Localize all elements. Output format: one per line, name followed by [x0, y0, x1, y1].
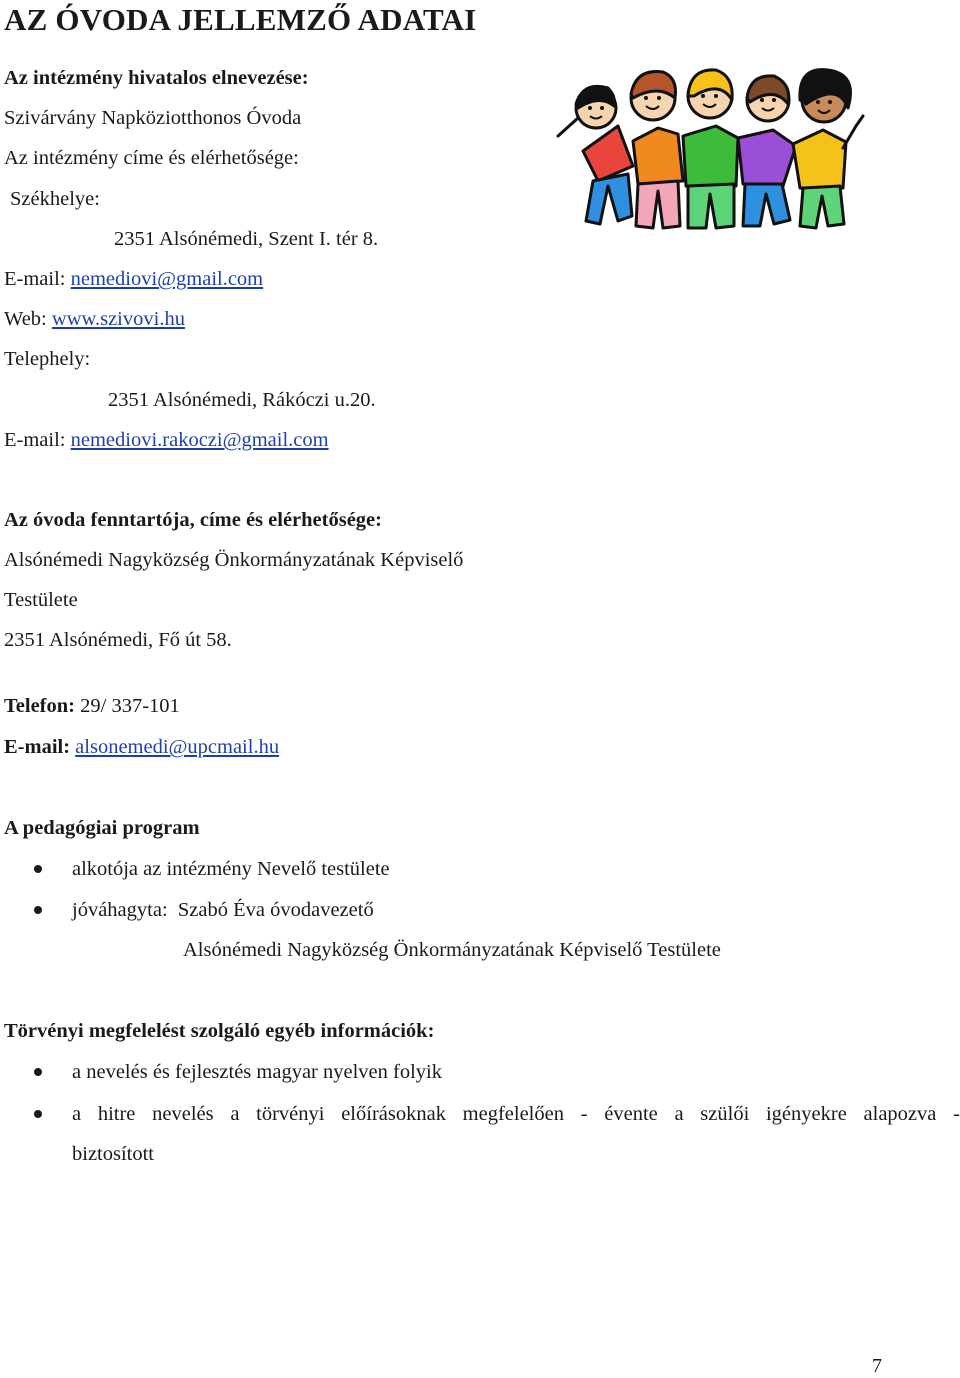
program-item-2-cont: Alsónémedi Nagyközség Önkormányzatának Képviselő Testülete: [183, 939, 721, 961]
maintainer-name-line2: Testülete: [4, 589, 78, 611]
maintainer-email-label: E-mail:: [4, 736, 71, 758]
legal-item-1: a nevelés és fejlesztés magyar nyelven folyik: [72, 1061, 442, 1083]
seat-address: 2351 Alsónémedi, Szent I. tér 8.: [114, 228, 379, 250]
maintainer-address: 2351 Alsónémedi, Fő út 58.: [4, 629, 232, 651]
legal-item-2-cont: biztosított: [72, 1143, 154, 1165]
site-email-row: [4, 428, 329, 452]
maintainer-heading: Az óvoda fenntartója, címe és elérhetősége:: [4, 509, 382, 531]
children-group-icon: [538, 56, 868, 236]
maintainer-name-line1: Alsónémedi Nagyközség Önkormányzatának Képviselő: [4, 549, 464, 571]
site-address: 2351 Alsónémedi, Rákóczi u.20.: [108, 389, 376, 411]
seat-email-link[interactable]: nemediovi@gmail.com: [70, 268, 264, 290]
seat-email-label: E-mail:: [4, 268, 66, 290]
phone-value: 29/ 337-101: [80, 695, 180, 717]
approved-label: jóváhagyta:: [72, 899, 168, 921]
program-item-2: [72, 898, 374, 922]
legal-item-2-word: -: [580, 1103, 588, 1125]
legal-item-2-word: előírásoknak: [341, 1103, 446, 1125]
seat-label: Székhelye:: [10, 188, 100, 210]
site-email-link[interactable]: nemediovi.rakoczi@gmail.com: [70, 429, 329, 451]
web-row: [4, 307, 185, 331]
legal-heading: Törvényi megfelelést szolgáló egyéb információk:: [4, 1020, 435, 1042]
phone-row: [4, 694, 180, 718]
program-item-1: alkotója az intézmény Nevelő testülete: [72, 858, 390, 880]
site-label: Telephely:: [4, 348, 91, 370]
bullet-icon: [34, 906, 42, 914]
bullet-icon: [34, 865, 42, 873]
bullet-icon: [34, 1068, 42, 1076]
legal-item-2-word: alapozva: [863, 1103, 937, 1125]
approved-value: Szabó Éva óvodavezető: [177, 899, 374, 921]
legal-item-2-word: igényekre: [765, 1103, 847, 1125]
legal-item-2-word: szülői: [700, 1103, 750, 1125]
legal-item-2: [72, 1102, 960, 1126]
legal-item-2-word: hitre: [97, 1103, 136, 1125]
seat-email-row: [4, 267, 263, 291]
legal-item-2-word: a: [72, 1103, 82, 1125]
legal-item-2-word: a: [230, 1103, 240, 1125]
maintainer-email-row: [4, 735, 279, 759]
official-name: Szivárvány Napköziotthonos Óvoda: [4, 107, 302, 129]
page-number: 7: [872, 1355, 882, 1377]
legal-item-2-word: -: [953, 1103, 960, 1125]
legal-item-2-word: nevelés: [152, 1103, 214, 1125]
page-title: AZ ÓVODA JELLEMZŐ ADATAI: [4, 2, 477, 37]
official-name-label: Az intézmény hivatalos elnevezése:: [4, 67, 309, 89]
bullet-icon: [34, 1110, 42, 1118]
maintainer-email-link[interactable]: alsonemedi@upcmail.hu: [75, 736, 280, 758]
site-email-label: E-mail:: [4, 429, 66, 451]
address-label: Az intézmény címe és elérhetősége:: [4, 147, 299, 169]
legal-item-2-word: a: [674, 1103, 684, 1125]
legal-item-2-word: évente: [604, 1103, 658, 1125]
web-link[interactable]: www.szivovi.hu: [51, 308, 185, 330]
phone-label: Telefon:: [4, 695, 75, 717]
web-label: Web:: [4, 308, 47, 330]
legal-item-2-word: megfelelően: [462, 1103, 564, 1125]
legal-item-2-word: törvényi: [256, 1103, 325, 1125]
program-heading: A pedagógiai program: [4, 817, 200, 839]
